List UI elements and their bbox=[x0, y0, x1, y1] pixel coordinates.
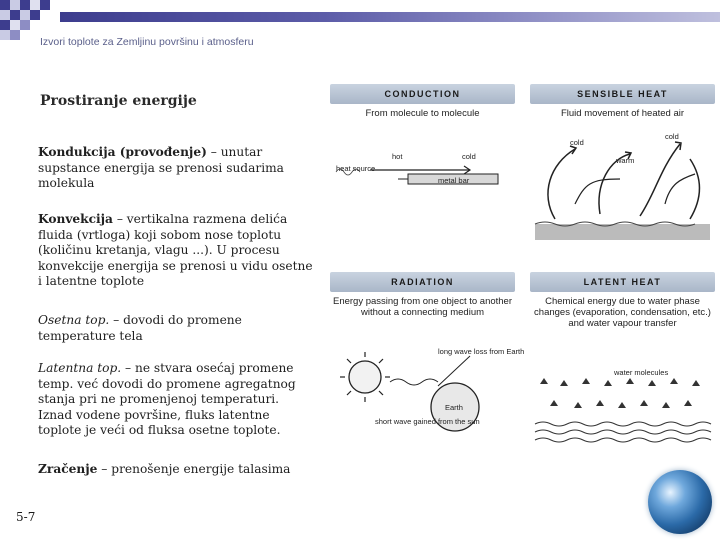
text-kondukcija: – unutar supstance energija se prenosi sudarima molekula bbox=[38, 145, 284, 190]
page-number: 5-7 bbox=[16, 510, 36, 524]
sensible-caption: Fluid movement of heated air bbox=[560, 108, 685, 119]
header-banner bbox=[60, 12, 720, 22]
globe-icon bbox=[648, 470, 712, 534]
figure-sensible-heat bbox=[530, 84, 715, 260]
conduction-label-bar: metal bar bbox=[438, 176, 470, 185]
radiation-illustration bbox=[330, 342, 515, 448]
figure-conduction bbox=[330, 84, 515, 260]
latent-label-molecules: water molecules bbox=[614, 368, 669, 377]
radiation-label-shortwave: short wave gained from the sun bbox=[375, 417, 480, 426]
paragraph-kondukcija bbox=[38, 145, 313, 192]
radiation-label-earth: Earth bbox=[445, 403, 463, 412]
paragraph-osetna bbox=[38, 313, 268, 344]
paragraph-konvekcija bbox=[38, 212, 313, 290]
sensible-label-cold-left: cold bbox=[570, 138, 584, 147]
radiation-heading: RADIATION bbox=[330, 272, 515, 292]
latent-illustration bbox=[530, 372, 715, 448]
radiation-caption: Energy passing from one object to another without a connecting medium bbox=[332, 296, 513, 318]
slide-header: Izvori toplote za Zemljinu površinu i atmosferu bbox=[40, 36, 254, 48]
term-konvekcija: Konvekcija bbox=[38, 212, 113, 226]
paragraph-zracenje bbox=[38, 462, 313, 478]
figure-latent-heat bbox=[530, 272, 715, 448]
latent-heading: LATENT HEAT bbox=[530, 272, 715, 292]
sensible-illustration bbox=[530, 124, 715, 260]
text-zracenje: – prenošenje energije talasima bbox=[97, 462, 291, 476]
paragraph-latentna bbox=[38, 361, 313, 439]
conduction-illustration bbox=[330, 134, 515, 260]
text-osetna: – dovodi do promene temperature tela bbox=[38, 313, 242, 343]
sensible-label-cold-right: cold bbox=[665, 132, 679, 141]
radiation-label-longwave: long wave loss from Earth bbox=[438, 347, 525, 356]
sensible-heading: SENSIBLE HEAT bbox=[530, 84, 715, 104]
text-konvekcija: – vertikalna razmena delića fluida (vrtloga) koji sobom nose toplotu (količinu kretanja, vlagu ...). U procesu konvekcije energija se prenosi u vidu osetne i latentne toplote bbox=[38, 212, 313, 288]
sensible-label-warm: warm bbox=[616, 156, 635, 165]
slide-title: Prostiranje energije bbox=[40, 93, 197, 109]
conduction-heading: CONDUCTION bbox=[330, 84, 515, 104]
term-latentna: Latentna top. bbox=[38, 361, 122, 375]
figure-radiation bbox=[330, 272, 525, 448]
conduction-label-hot: hot bbox=[392, 152, 403, 161]
conduction-label-heat-source: heat source bbox=[336, 164, 376, 173]
term-zracenje: Zračenje bbox=[38, 462, 98, 476]
term-kondukcija: Kondukcija (provođenje) bbox=[38, 145, 207, 159]
term-osetna: Osetna top. bbox=[38, 313, 110, 327]
latent-caption: Chemical energy due to water phase changes (evaporation, condensation, etc.) and water vapour transfer bbox=[534, 296, 711, 329]
conduction-label-cold: cold bbox=[462, 152, 476, 161]
conduction-caption: From molecule to molecule bbox=[365, 108, 480, 119]
text-latentna: – ne stvara osećaj promene temp. već dovodi do promene agregatnog stanja pri ne promenjenoj temperaturi. Iznad vodene površine, fluks latentne toplote je veći od fluksa osetne toplote. bbox=[38, 361, 296, 437]
